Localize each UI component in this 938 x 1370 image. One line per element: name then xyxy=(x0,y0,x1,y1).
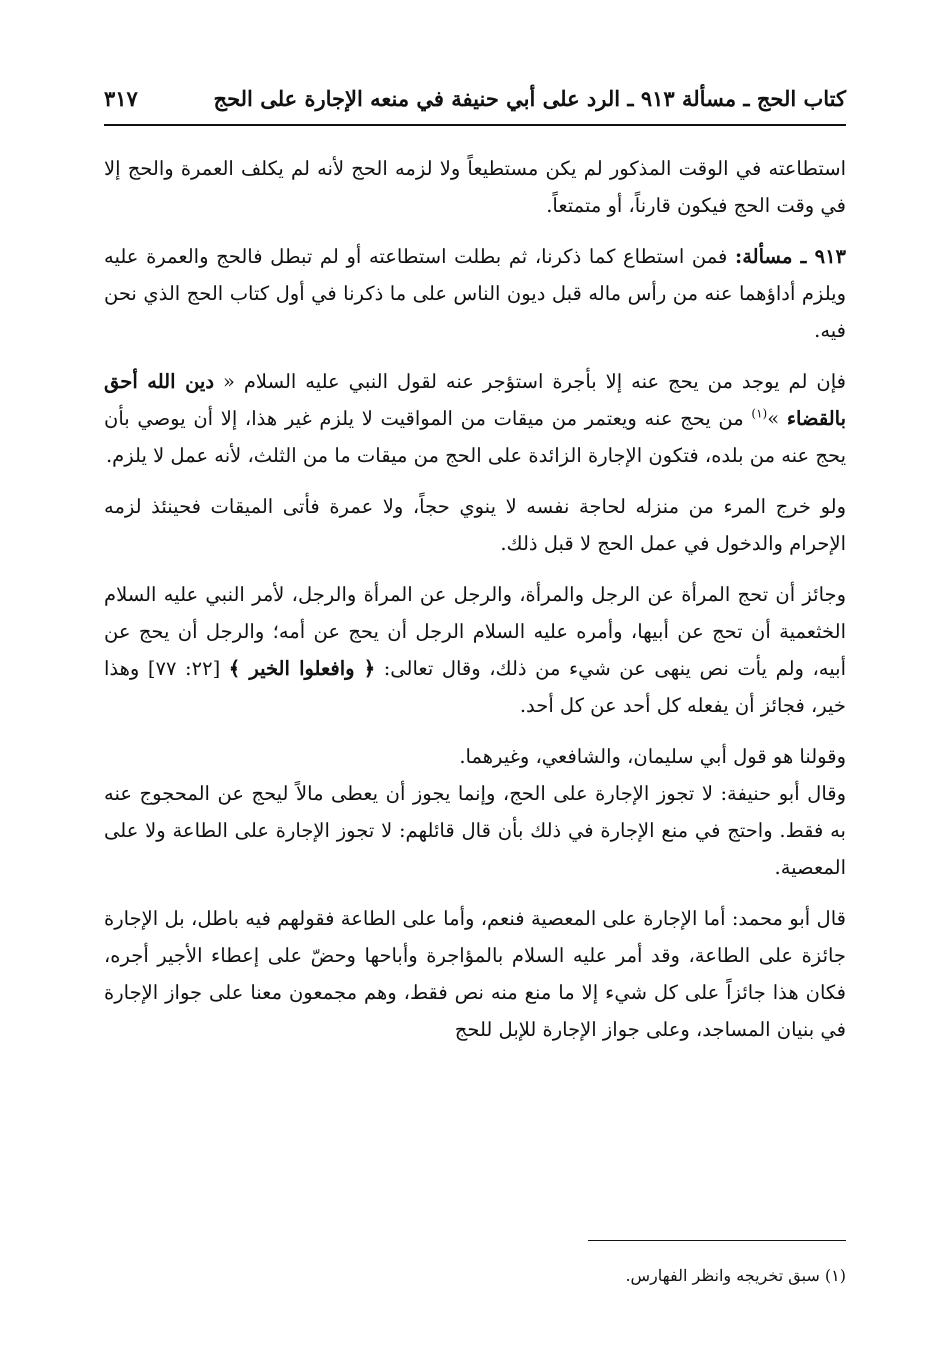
header-title: كتاب الحج ـ مسألة ٩١٣ ـ الرد على أبي حنيفة في منعه الإجارة على الحج xyxy=(213,85,846,111)
hadith-quote: دين الله أحق بالقضاء xyxy=(104,370,847,430)
running-header xyxy=(104,78,846,118)
paragraph-2-text: فمن استطاع كما ذكرنا، ثم بطلت استطاعته أو لم تبطل فالحج والعمرة عليه ويلزم أداؤهما عنه من رأس ماله قبل ديون الناس على ما ذكرنا في أول كتاب الحج الذي نحن فيه. xyxy=(104,245,846,342)
quote-close: » xyxy=(767,407,780,430)
paragraph-5-text: وجائز أن تحج المرأة عن الرجل والمرأة، والرجل عن المرأة والرجل، لأمر النبي عليه السلام الخثعمية أن تحج عن أبيها، وأمره عليه السلام الرجل أن يحج عن أمه؛ والرجل أن يحج عن أبيه، ولم يأت نص ينهى عن شيء من ذلك، وقال تعالى: xyxy=(104,583,846,680)
paragraph-7: وقال أبو حنيفة: لا تجوز الإجارة على الحج، وإنما يجوز أن يعطى مالاً ليحج عن المحجوج عنه به فقط. واحتج في منع الإجارة في ذلك بأن قال قائلهم: لا تجوز الإجارة على الطاعة ولا على المعصية. xyxy=(104,782,846,879)
page-number: ٣١٧ xyxy=(104,85,138,111)
paragraph-3-intro: فإن لم يوجد من يحج عنه إلا بأجرة استؤجر عنه لقول النبي عليه السلام « xyxy=(222,370,846,393)
body-text xyxy=(104,150,846,1062)
paragraph-2 xyxy=(104,238,846,349)
header-divider xyxy=(104,124,846,126)
footnote-marker: (١) xyxy=(751,406,768,421)
paragraph-5-rest: [٢٢: ٧٧] وهذا خير، فجائز أن يفعله كل أحد عن كل أحد. xyxy=(104,657,846,717)
paragraph-3 xyxy=(104,363,846,474)
footnote: (١) سبق تخريجه وانظر الفهارس. xyxy=(625,1266,846,1285)
paragraph-5 xyxy=(104,576,846,724)
paragraph-8: قال أبو محمد: أما الإجارة على المعصية فنعم، وأما على الطاعة فقولهم فيه باطل، بل الإجارة جائزة على الطاعة، وقد أمر عليه السلام بالمؤاجرة وأباحها وحضّ على إعطاء الأجير أجره، فكان هذا جائزاً على كل شيء إلا ما منع منه نص فقط، وهم مجمعون معنا على جواز الإجارة في بنيان المساجد، وعلى جواز الإجارة للإبل للحج xyxy=(104,907,846,1041)
quran-quote: ﴿ وافعلوا الخير ﴾ xyxy=(228,657,376,680)
issue-label: ٩١٣ ـ مسألة: xyxy=(735,245,847,268)
footnote-divider xyxy=(588,1240,846,1241)
document-page xyxy=(104,78,846,1368)
paragraph-3-rest: من يحج عنه ويعتمر من ميقات من المواقيت لا يلزم غير هذا، إلا أن يوصي بأن يحج عنه من بلده، فتكون الإجارة الزائدة على الحج من ميقات ما من الثلث، لأنه عمل لا يلزم. xyxy=(104,407,846,467)
paragraph-4: ولو خرج المرء من منزله لحاجة نفسه لا ينوي حجاً، ولا عمرة فأتى الميقات فحينئذ لزمه الإحرام والدخول في عمل الحج لا قبل ذلك. xyxy=(104,495,846,555)
paragraph-1: استطاعته في الوقت المذكور لم يكن مستطيعاً ولا لزمه الحج لأنه لم يكلف العمرة والحج إلا في وقت الحج فيكون قارناً، أو متمتعاً. xyxy=(104,157,846,217)
paragraph-6: وقولنا هو قول أبي سليمان، والشافعي، وغيرهما. xyxy=(459,745,846,768)
